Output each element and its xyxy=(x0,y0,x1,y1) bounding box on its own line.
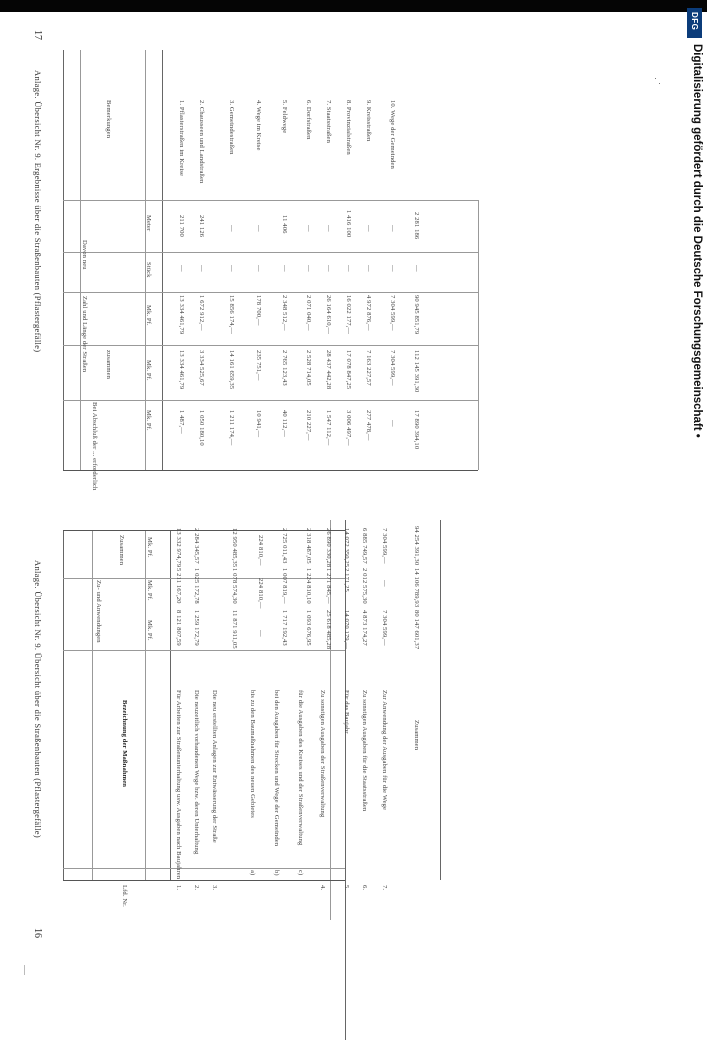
row-value-c: 13 334 461,79 xyxy=(178,295,185,335)
row-number: 2. xyxy=(193,885,200,891)
row-value-c: 16 022 177,— xyxy=(345,295,352,335)
left-running-head: Anlage. Übersicht Nr. 9. Übersicht über die Straßenbauten (Pflastergefälle) xyxy=(33,560,43,838)
row-value-2: 5 211 167,20 xyxy=(175,568,182,604)
row-note: 8. Provinzialstraßen xyxy=(345,100,352,155)
row-value-3: 12 950 485,35 xyxy=(231,528,238,568)
dfg-logo xyxy=(687,8,702,38)
row-value-3: 2 284 345,57 xyxy=(193,528,200,564)
row-value-1: 8 121 807,59 xyxy=(175,610,182,646)
row-value-e: — xyxy=(255,225,262,232)
right-unit-1: Mk. Pf. xyxy=(145,410,152,431)
row-value-c: 178 700,— xyxy=(255,295,262,326)
row-value-1: 7 304 599,— xyxy=(381,610,388,646)
sum-value-c: 90 945 851,79 xyxy=(413,295,420,335)
row-value-e: — xyxy=(305,225,312,232)
sum-label: Zusammen xyxy=(413,720,420,751)
row-value-2: 1 025 172,78 xyxy=(193,568,200,604)
row-value-b: 28 437 442,28 xyxy=(325,350,332,390)
row-value-3: 6 885 749,57 xyxy=(361,528,368,564)
left-unit-1: Mk. Pf. xyxy=(146,620,153,641)
row-value-1: 1 259 172,79 xyxy=(193,610,200,646)
row-number: c) xyxy=(297,870,304,876)
row-label: Die neu erstellten Anlagen zur Entwässerung der Straße xyxy=(211,690,218,843)
row-value-b: 7 304 599,— xyxy=(389,350,396,386)
row-value-3: 26 890 330,28 xyxy=(325,528,332,568)
row-value-3: 2 318 487,05 xyxy=(305,528,312,564)
left-col-total-header: Zusammen xyxy=(118,535,125,566)
row-value-2: 224 810,— xyxy=(257,578,264,609)
row-value-e: 241 126 xyxy=(198,215,205,238)
row-value-2: 2 171,25 xyxy=(343,568,350,592)
row-value-b: 17 078 847,25 xyxy=(345,350,352,390)
row-label: Zu sonstigen Ausgaben der Straßenverwaltung xyxy=(319,690,326,818)
sum-value-d: — xyxy=(413,265,420,272)
row-note: 2. Chausseen und Landstraßen xyxy=(198,100,205,184)
right-unit-5: Meter xyxy=(145,215,152,232)
right-col-c-header: Zahl und Länge der Straßen xyxy=(81,296,88,373)
row-value-d: — xyxy=(365,265,372,272)
row-value-1: 14 070 179,— xyxy=(343,610,350,650)
row-value-3: 7 304 599,— xyxy=(381,528,388,564)
row-value-b: 2 765 123,43 xyxy=(281,350,288,386)
row-value-1: — xyxy=(257,630,264,637)
row-value-1: 1 717 192,43 xyxy=(281,610,288,646)
row-value-3: 14 072 350,25 xyxy=(343,528,350,568)
row-value-1: 11 871 911,05 xyxy=(231,610,238,649)
row-value-e: 1 416 100 xyxy=(345,210,352,238)
row-value-c: 2 071 040,— xyxy=(305,295,312,331)
row-number: a) xyxy=(249,870,256,876)
row-value-a: 277 478,— xyxy=(365,410,372,441)
sum-value-2: 14 106 789,93 xyxy=(413,568,420,608)
row-value-a: 1 050 180,10 xyxy=(198,410,205,446)
row-value-c: 2 348 512,— xyxy=(281,295,288,331)
row-value-1: 1 093 676,95 xyxy=(305,610,312,646)
row-value-2: 1 224 810,10 xyxy=(305,568,312,604)
row-value-2: 1 007 819,— xyxy=(281,568,288,604)
row-note: 7. Staatsstraßen xyxy=(325,100,332,143)
row-value-a: 1 211 174,— xyxy=(228,410,235,446)
row-value-d: — xyxy=(345,265,352,272)
row-value-d: — xyxy=(255,265,262,272)
row-value-e: — xyxy=(228,225,235,232)
row-label: bis zu den Baumaßnahmen des neuen Gebietes xyxy=(249,690,256,818)
top-scan-edge xyxy=(0,0,707,12)
sum-value-3: 94 254 391,30 xyxy=(413,526,420,566)
row-value-a: 10 941,— xyxy=(255,410,262,438)
row-note: 3. Gemeindestraßen xyxy=(228,100,235,155)
row-value-e: — xyxy=(365,225,372,232)
row-label: Zu sonstigen Ausgaben für die Staatsstraßen xyxy=(361,690,368,812)
row-number: 7. xyxy=(381,885,388,891)
row-value-b: 2 528 714,05 xyxy=(305,350,312,386)
row-value-c: 1 672 912,— xyxy=(198,295,205,331)
row-value-1: 25 618 485,28 xyxy=(325,610,332,650)
row-note: 9. Kreisstraßen xyxy=(365,100,372,142)
row-label: bei den Ausgaben für Strecken und Wege der Gemeinden xyxy=(273,690,280,847)
row-label: Die neuzeitlich vorhandenen Wege bzw. deren Unterhaltung xyxy=(193,690,200,855)
row-label: Zur Anwendung der Ausgaben für die Wege xyxy=(381,690,388,811)
row-number: 1. xyxy=(175,885,182,891)
sum-value-e: 2 281 186 xyxy=(413,212,420,240)
left-col-no-header: Lfd. Nr. xyxy=(121,885,128,907)
row-value-2: 1 271 845,— xyxy=(325,568,332,604)
right-unit-3: Mk. Pf. xyxy=(145,305,152,326)
row-note: 5. Feldwege xyxy=(281,100,288,134)
row-value-2: 1 078 574,30 xyxy=(231,568,238,604)
sum-value-1: 80 147 601,37 xyxy=(413,610,420,650)
row-value-c: 26 164 610,— xyxy=(325,295,332,335)
row-value-e: — xyxy=(325,225,332,232)
row-number: 3. xyxy=(211,885,218,891)
right-col-e-header: Bemerkungen xyxy=(105,100,112,139)
left-unit-3: Mk. Pf. xyxy=(146,537,153,558)
row-note: 1. Pflasterstraßen im Kreise xyxy=(178,100,185,177)
row-value-3: 224 810,— xyxy=(257,535,264,566)
row-value-2: 2 012 575,30 xyxy=(361,568,368,604)
row-value-a: 3 006 497,— xyxy=(345,410,352,446)
row-value-e: — xyxy=(389,225,396,232)
row-value-b: 235 751,— xyxy=(255,350,262,381)
row-value-d: — xyxy=(198,265,205,272)
row-value-2: — xyxy=(381,580,388,587)
row-value-a: 40 112,— xyxy=(281,410,288,437)
row-value-d: — xyxy=(389,265,396,272)
row-value-d: — xyxy=(228,265,235,272)
row-value-e: 211 700 xyxy=(178,215,185,237)
right-col-a-header: Bei Abschluß der ... erforderlich xyxy=(91,402,98,491)
row-value-b: 14 161 659,35 xyxy=(228,350,235,390)
sum-value-b: 112 145 391,30 xyxy=(413,350,420,393)
sum-value-a: 17 890 394,10 xyxy=(413,410,420,450)
row-value-a: 1 487,— xyxy=(178,410,185,434)
row-label: für die Ausgaben des Kreises und der Straßenverwaltung xyxy=(297,690,304,846)
right-running-head: Anlage. Übersicht Nr. 9. Ergebnisse über die Straßenbauten (Pflastergefälle) xyxy=(33,70,43,353)
row-value-d: — xyxy=(305,265,312,272)
row-number: 4. xyxy=(319,885,326,891)
right-col-b-header: zusammen xyxy=(105,350,112,379)
row-value-b: 13 334 461,79 xyxy=(178,350,185,390)
right-col-d-header: Davon neu xyxy=(81,240,88,270)
row-value-d: — xyxy=(325,265,332,272)
dfg-logo-text: DFG xyxy=(690,12,699,31)
left-col-funds-header: Zu- und Anwendungen xyxy=(95,580,102,643)
row-number: 5. xyxy=(343,885,350,891)
row-value-e: 11 406 xyxy=(281,215,288,234)
row-number: b) xyxy=(273,870,280,876)
row-label: Für das Baujahr xyxy=(343,690,350,734)
row-value-a: 210 227,— xyxy=(305,410,312,441)
right-page-number: 17 xyxy=(32,30,43,40)
dfg-watermark: Digitalisierung gefördert durch die Deutsche Forschungsgemeinschaft • xyxy=(691,44,703,438)
row-label: Für Arbeiten zur Straßenunterhaltung usw. Ausgaben nach Baujahren xyxy=(175,690,182,880)
left-col-name-header: Bezeichnung der Maßnahmen xyxy=(121,700,128,788)
row-value-3: 13 332 974,79 xyxy=(175,528,182,568)
row-value-1: 4 873 174,27 xyxy=(361,610,368,646)
row-value-c: 4 972 876,— xyxy=(365,295,372,331)
left-unit-2: Mk. Pf. xyxy=(146,580,153,601)
row-value-c: 15 856 174,— xyxy=(228,295,235,335)
row-note: 4. Wege im Kreise xyxy=(255,100,262,151)
row-value-b: 3 334 525,67 xyxy=(198,350,205,386)
left-page-number: 16 xyxy=(32,928,43,938)
right-unit-4: Stück xyxy=(145,262,152,278)
right-unit-2: Mk. Pf. xyxy=(145,360,152,381)
row-value-a: 1 547 112,— xyxy=(325,410,332,446)
row-value-a: — xyxy=(389,420,396,427)
row-value-c: 7 304 599,— xyxy=(389,295,396,331)
row-note: 6. Dorfstraßen xyxy=(305,100,312,140)
row-number: 6. xyxy=(361,885,368,891)
row-note: 10. Wege der Gemeinden xyxy=(389,100,396,169)
row-value-b: 7 163 227,57 xyxy=(365,350,372,386)
row-value-d: — xyxy=(281,265,288,272)
row-value-d: — xyxy=(178,265,185,272)
row-value-3: 2 725 011,43 xyxy=(281,528,288,564)
